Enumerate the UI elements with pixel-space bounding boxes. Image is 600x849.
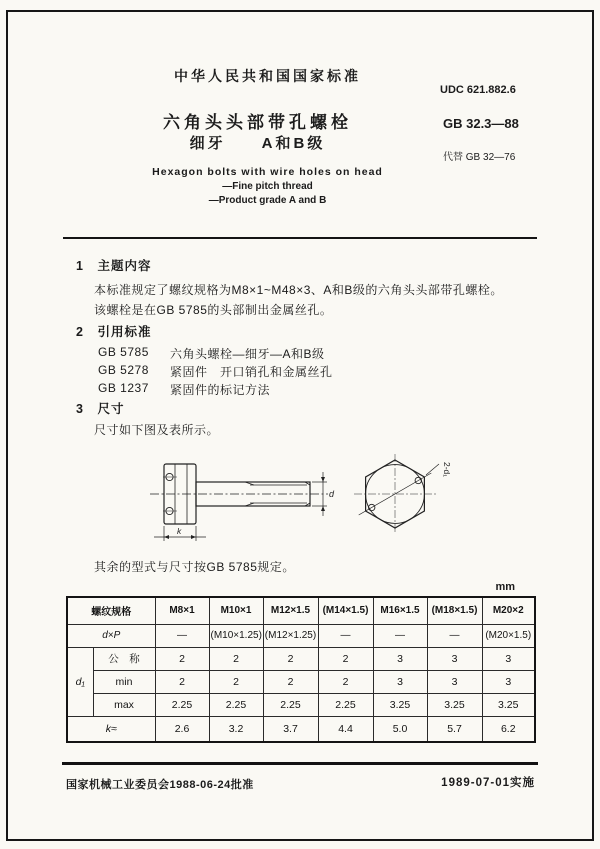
dimension-d-label: d <box>329 489 335 499</box>
table-cell: 3.25 <box>427 693 482 716</box>
table-cell: 2 <box>209 670 263 693</box>
reference-gb5785 <box>98 345 518 362</box>
column-header: (M18×1.5) <box>427 597 482 624</box>
effective-date: 1989-07-01实施 <box>441 777 535 789</box>
thread-spec-header: 螺纹规格 <box>67 597 155 624</box>
section-1-paragraph-1: 本标准规定了螺纹规格为M8×1~M48×3、A和B级的六角头头部带孔螺栓。 <box>94 283 503 297</box>
table-cell: 2.25 <box>155 693 209 716</box>
standard-code: GB 32.3—88 <box>443 116 519 131</box>
document-title-en: Hexagon bolts with wire holes on head <box>152 166 383 178</box>
table-cell: 3 <box>373 670 427 693</box>
header-divider <box>63 237 537 239</box>
approval-note: 国家机械工业委员会1988-06-24批准 <box>66 779 254 791</box>
table-cell: 3.25 <box>482 693 535 716</box>
reference-code: GB 5278 <box>98 363 149 377</box>
national-standard-heading: 中华人民共和国国家标准 <box>174 68 361 84</box>
table-cell: 4.4 <box>318 716 373 742</box>
wire-hole-count-label: 2-d₁ <box>442 462 452 478</box>
column-header: (M14×1.5) <box>318 597 373 624</box>
section-1-heading: 1 主题内容 <box>76 259 152 273</box>
table-cell: 2 <box>318 670 373 693</box>
table-cell: 3 <box>482 647 535 670</box>
d1-label: d₁ <box>67 647 93 716</box>
table-row-d1-nominal <box>67 647 535 670</box>
max-label: max <box>93 693 155 716</box>
dxp-label: d×P <box>67 624 155 647</box>
subtitle-en-fine-pitch: —Fine pitch thread <box>222 181 313 192</box>
table-cell: 2.6 <box>155 716 209 742</box>
table-cell: 2.25 <box>318 693 373 716</box>
column-header: M8×1 <box>155 597 209 624</box>
reference-code: GB 1237 <box>98 381 149 395</box>
dimension-table-wrapper <box>66 596 536 743</box>
table-cell: 3 <box>427 670 482 693</box>
hole-leader-line <box>426 464 439 475</box>
table-cell: (M12×1.25) <box>263 624 318 647</box>
bolt-technical-drawing <box>142 444 472 554</box>
table-cell: — <box>427 624 482 647</box>
reference-title: 紧固件的标记方法 <box>170 383 271 397</box>
dimension-k-label: k <box>177 526 182 536</box>
reference-gb1237 <box>98 381 518 398</box>
section-2-heading: 2 引用标准 <box>76 325 152 339</box>
table-row-dxp <box>67 624 535 647</box>
column-header: M12×1.5 <box>263 597 318 624</box>
table-cell: 3 <box>482 670 535 693</box>
table-cell: — <box>318 624 373 647</box>
table-row-k <box>67 716 535 742</box>
table-unit-label: mm <box>495 581 515 593</box>
column-header: M16×1.5 <box>373 597 427 624</box>
table-cell: (M20×1.5) <box>482 624 535 647</box>
k-label: k≈ <box>67 716 155 742</box>
replaces-note: 代替 GB 32—76 <box>443 152 516 163</box>
reference-title: 紧固件 开口销孔和金属丝孔 <box>170 365 333 379</box>
min-label: min <box>93 670 155 693</box>
document-subtitle-cn: 细牙 A和B级 <box>189 135 326 152</box>
table-cell: 2 <box>155 670 209 693</box>
table-cell: 2.25 <box>209 693 263 716</box>
table-cell: 5.7 <box>427 716 482 742</box>
table-cell: — <box>373 624 427 647</box>
table-header-row <box>67 597 535 624</box>
table-cell: 6.2 <box>482 716 535 742</box>
table-cell: 2 <box>318 647 373 670</box>
table-cell: 3 <box>427 647 482 670</box>
table-cell: 3.25 <box>373 693 427 716</box>
document-title-cn: 六角头头部带孔螺栓 <box>163 113 352 132</box>
table-cell: 2 <box>263 647 318 670</box>
subtitle-en-product-grade: —Product grade A and B <box>208 195 327 206</box>
section-1-paragraph-2: 该螺栓是在GB 5785的头部制出金属丝孔。 <box>94 303 333 317</box>
table-cell: 2 <box>263 670 318 693</box>
table-cell: 3.7 <box>263 716 318 742</box>
dimension-table <box>66 596 536 743</box>
reference-code: GB 5785 <box>98 345 149 359</box>
nominal-label: 公 称 <box>93 647 155 670</box>
table-cell: (M10×1.25) <box>209 624 263 647</box>
other-dimensions-note: 其余的型式与尺寸按GB 5785规定。 <box>94 560 295 574</box>
table-row-d1-max <box>67 693 535 716</box>
table-cell: 5.0 <box>373 716 427 742</box>
table-cell: — <box>155 624 209 647</box>
footer-divider <box>62 762 538 765</box>
table-cell: 2.25 <box>263 693 318 716</box>
table-row-d1-min <box>67 670 535 693</box>
column-header: M10×1 <box>209 597 263 624</box>
section-3-heading: 3 尺寸 <box>76 402 125 416</box>
table-cell: 3.2 <box>209 716 263 742</box>
reference-title: 六角头螺栓—细牙—A和B级 <box>170 347 325 361</box>
table-cell: 2 <box>209 647 263 670</box>
table-cell: 3 <box>373 647 427 670</box>
udc-number: UDC 621.882.6 <box>440 84 516 96</box>
table-cell: 2 <box>155 647 209 670</box>
section-3-paragraph: 尺寸如下图及表所示。 <box>94 423 220 437</box>
column-header: M20×2 <box>482 597 535 624</box>
reference-gb5278 <box>98 363 518 380</box>
